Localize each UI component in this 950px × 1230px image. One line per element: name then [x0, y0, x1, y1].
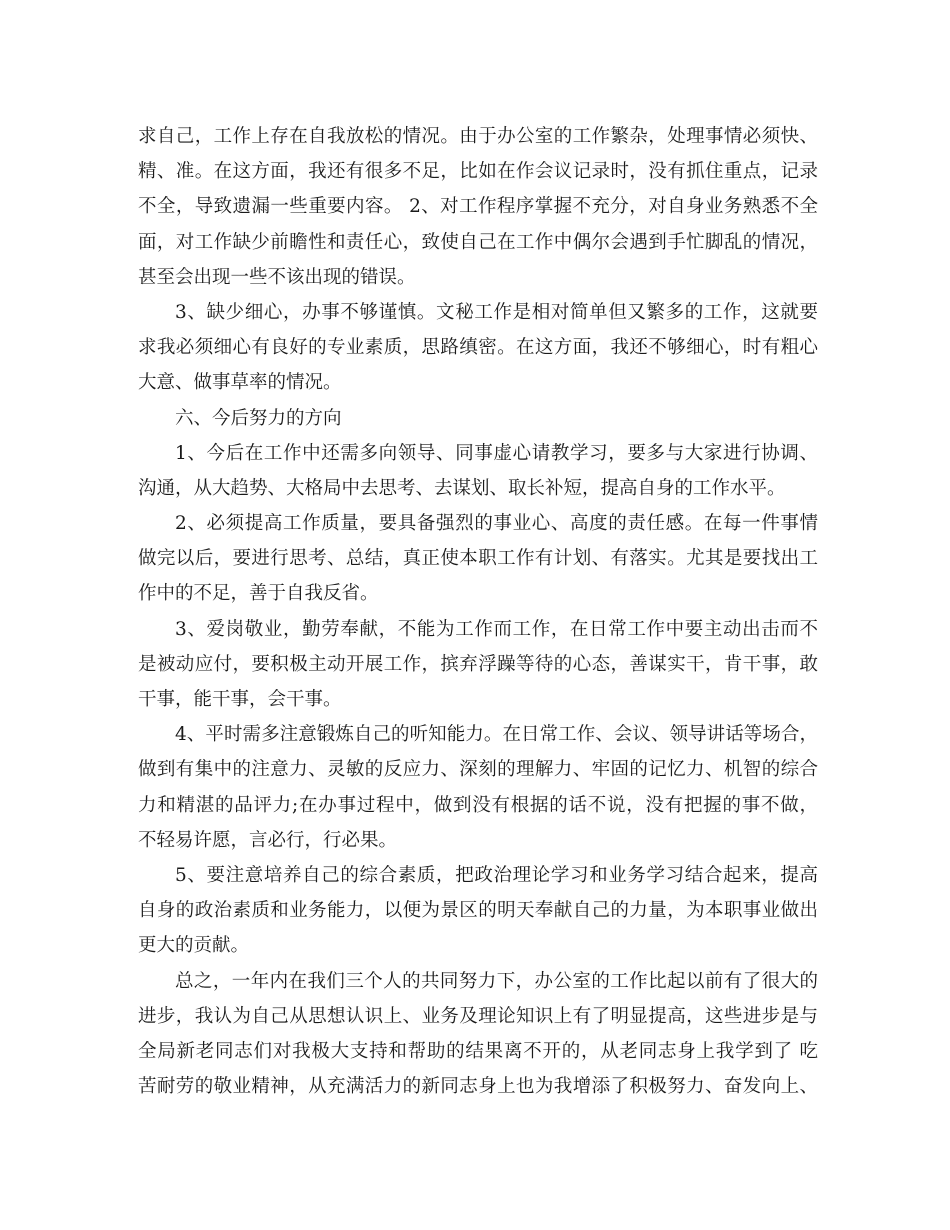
text-line: 5、要注意培养自己的综合素质，把政治理论学习和业务学习结合起来，提高	[175, 864, 818, 886]
text-line: 更大的贡献。	[138, 935, 250, 957]
text-line: 不全，导致遗漏一些重要内容。 2、对工作程序掌握不充分，对自身业务熟悉不全	[138, 196, 818, 218]
text-line: 做到有集中的注意力、灵敏的反应力、深刻的理解力、牢固的记忆力、机智的综合	[138, 759, 818, 781]
text-line: 求我必须细心有良好的专业素质，思路缜密。在这方面，我还不够细心，时有粗心	[138, 337, 818, 359]
text-line: 干事，能干事，会干事。	[138, 689, 342, 710]
text-line: 自身的政治素质和业务能力，以便为景区的明天奉献自己的力量，为本职事业做出	[138, 900, 818, 922]
text-line: 大意、做事草率的情况。	[138, 372, 342, 394]
text-line: 3、缺少细心，办事不够谨慎。文秘工作是相对简单但又繁多的工作，这就要	[175, 301, 818, 323]
text-line: 3、爱岗敬业，勤劳奉献，不能为工作而工作，在日常工作中要主动出击而不	[175, 618, 818, 640]
text-line: 做完以后，要进行思考、总结，真正使本职工作有计划、有落实。尤其是要找出工	[138, 548, 818, 570]
text-line: 苦耐劳的敬业精神，从充满活力的新同志身上也为我增添了积极努力、奋发向上、	[138, 1076, 818, 1098]
text-line: 六、今后努力的方向	[175, 407, 342, 429]
text-line: 面，对工作缺少前瞻性和责任心，致使自己在工作中偶尔会遇到手忙脚乱的情况，	[138, 231, 818, 253]
body-text	[138, 119, 818, 1104]
text-line: 全局新老同志们对我极大支持和帮助的结果离不开的，从老同志身上我学到了 吃	[138, 1040, 818, 1062]
text-line: 精、准。在这方面，我还有很多不足，比如在作会议记录时，没有抓住重点，记录	[138, 161, 818, 183]
text-line: 是被动应付，要积极主动开展工作，摈弃浮躁等待的心态，善谋实干，肯干事，敢	[138, 653, 818, 675]
text-line: 沟通，从大趋势、大格局中去思考、去谋划、取长补短，提高自身的工作水平。	[138, 477, 786, 499]
text-line: 进步，我认为自己从思想认识上、业务及理论知识上有了明显提高，这些进步是与	[138, 1005, 818, 1027]
text-line: 2、必须提高工作质量，要具备强烈的事业心、高度的责任感。在每一件事情	[175, 513, 818, 535]
text-line: 1、今后在工作中还需多向领导、同事虚心请教学习，要多与大家进行协调、	[175, 442, 818, 464]
text-line: 甚至会出现一些不该出现的错误。	[138, 266, 416, 288]
text-line: 求自己，工作上存在自我放松的情况。由于办公室的工作繁杂，处理事情必须快、	[138, 126, 818, 147]
text-line: 4、平时需多注意锻炼自己的听知能力。在日常工作、会议、领导讲话等场合，	[175, 724, 818, 746]
text-line: 作中的不足，善于自我反省。	[138, 583, 379, 605]
text-line: 总之，一年内在我们三个人的共同努力下，办公室的工作比起以前有了很大的	[175, 970, 818, 992]
text-line: 力和精湛的品评力;在办事过程中，做到没有根据的话不说，没有把握的事不做，	[138, 794, 818, 816]
text-line: 不轻易许愿，言必行，行必果。	[138, 829, 398, 851]
